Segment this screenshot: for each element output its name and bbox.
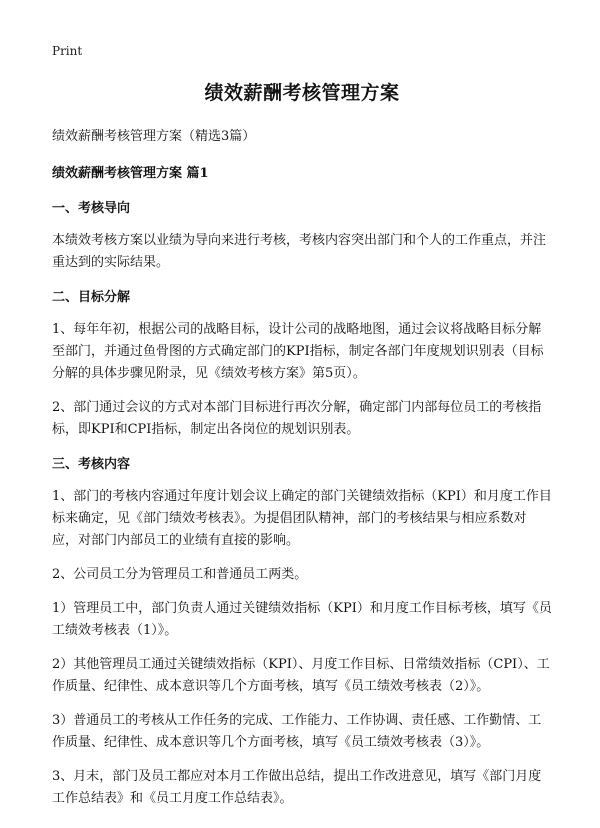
document-subtitle: 绩效薪酬考核管理方案（精选3篇） bbox=[52, 129, 256, 144]
section-heading: 二、目标分解 bbox=[52, 290, 131, 305]
paragraph: 2）其他管理员工通过关键绩效指标（KPI）、月度工作目标、日常绩效指标（CPI）、工作质量、纪律性、成本意识等几个方面考核，填写《员工绩效考核表（2）》。 bbox=[52, 657, 550, 694]
paragraph: 1、每年年初，根据公司的战略目标，设计公司的战略地图，通过会议将战略目标分解至部门，并通过鱼骨图的方式确定部门的KPI指标，制定各部门年度规划识别表（目标分解的具体步骤见附录，见《绩效考核方案》第5页）。 bbox=[52, 322, 544, 381]
document-title: 绩效薪酬考核管理方案 bbox=[204, 82, 400, 104]
section-goal-breakdown bbox=[52, 286, 552, 441]
paragraph: 1）管理员工中，部门负责人通过关键绩效指标（KPI）和月度工作目标考核，填写《员工绩效考核表（1）》。 bbox=[52, 601, 552, 638]
paragraph: 本绩效考核方案以业绩为导向来进行考核，考核内容突出部门和个人的工作重点，并注重达到的实际结果。 bbox=[52, 233, 547, 270]
section-heading: 三、考核内容 bbox=[52, 457, 131, 472]
part-title: 绩效薪酬考核管理方案 篇1 bbox=[52, 166, 209, 181]
paragraph: 1、部门的考核内容通过年度计划会议上确定的部门关键绩效指标（KPI）和月度工作目标来确定，见《部门绩效考核表》。为提倡团队精神，部门的考核结果与相应系数对应，对部门内部员工的业绩有直接的影响。 bbox=[52, 489, 552, 548]
paragraph: 3）普通员工的考核从工作任务的完成、工作能力、工作协调、责任感、工作勤情、工作质量、纪律性、成本意识等几个方面考核，填写《员工绩效考核表（3）》。 bbox=[52, 713, 542, 750]
section-heading: 一、考核导向 bbox=[52, 201, 131, 216]
print-label: Print bbox=[52, 44, 83, 58]
paragraph: 2、公司员工分为管理员工和普通员工两类。 bbox=[52, 567, 308, 582]
paragraph: 3、月末，部门及员工都应对本月工作做出总结，提出工作改进意见，填写《部门月度工作总结表》和《员工月度工作总结表》。 bbox=[52, 769, 542, 806]
paragraph: 2、部门通过会议的方式对本部门目标进行再次分解，确定部门内部每位员工的考核指标，即KPI和CPI指标，制定出各岗位的规划识别表。 bbox=[52, 400, 542, 437]
section-exam-content bbox=[52, 453, 552, 810]
section-exam-orientation bbox=[52, 197, 552, 274]
